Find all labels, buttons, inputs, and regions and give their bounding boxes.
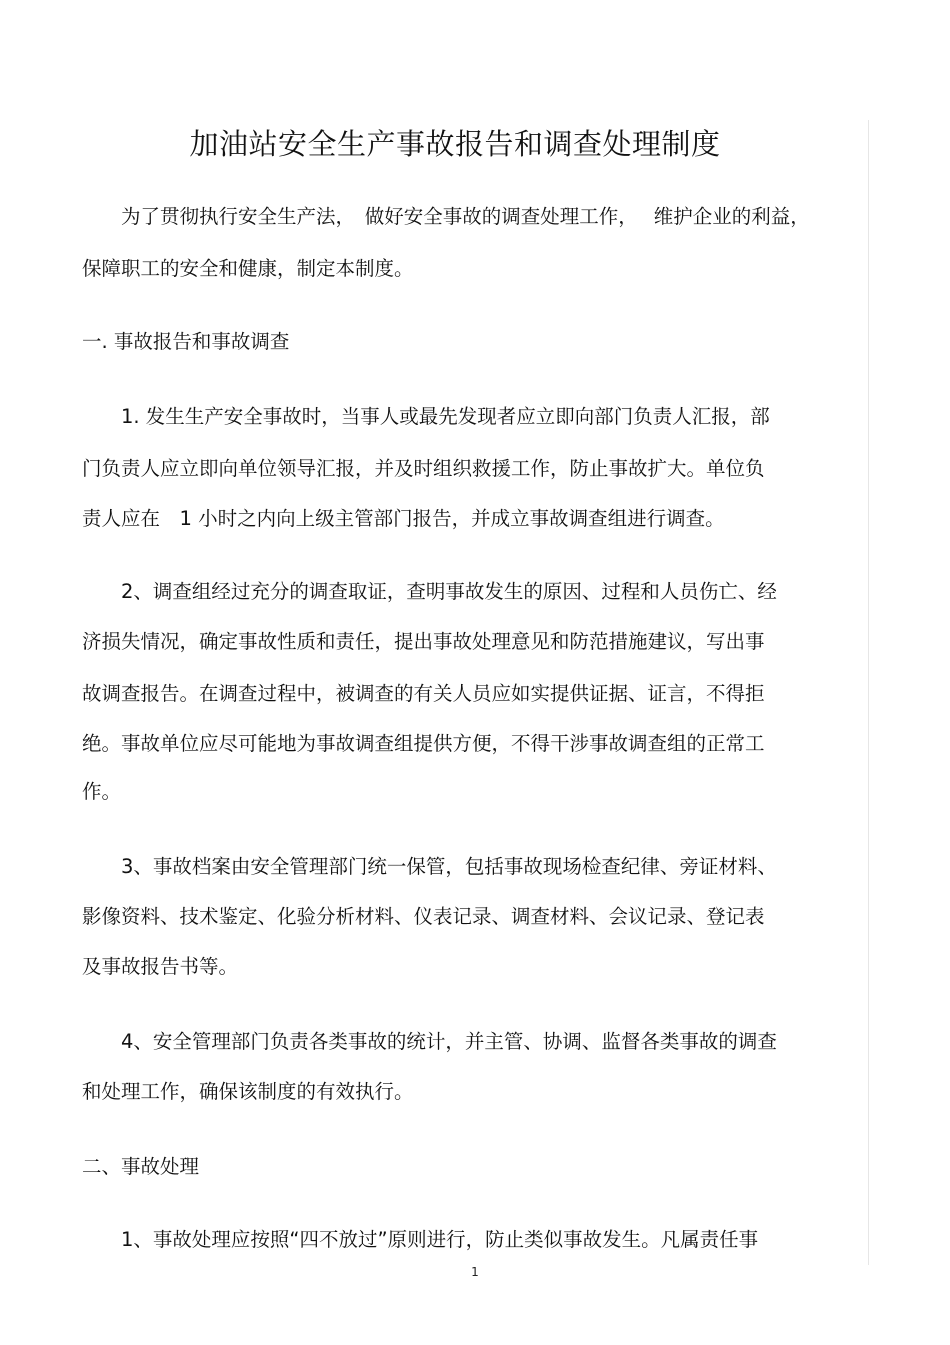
section-heading: 二、事故处理 xyxy=(82,1155,200,1178)
section-heading: 一. 事故报告和事故调查 xyxy=(82,330,290,353)
body-line: 1、事故处理应按照“四不放过”原则进行，防止类似事故发生。凡属责任事 xyxy=(82,1228,759,1251)
body-line: 和处理工作，确保该制度的有效执行。 xyxy=(82,1080,414,1103)
body-line: 责人应在 1 小时之内向上级主管部门报告，并成立事故调查组进行调查。 xyxy=(82,507,725,530)
page-number: 1 xyxy=(471,1265,479,1279)
body-line: 故调查报告。在调查过程中，被调查的有关人员应如实提供证据、证言，不得拒 xyxy=(82,682,765,705)
body-line: 3、事故档案由安全管理部门统一保管，包括事故现场检查纪律、旁证材料、 xyxy=(82,855,777,878)
page-edge-line xyxy=(868,120,869,1265)
body-line: 影像资料、技术鉴定、化验分析材料、仪表记录、调查材料、会议记录、登记表 xyxy=(82,905,765,928)
body-line: 为了贯彻执行安全生产法， 做好安全事故的调查处理工作， 维护企业的利益， xyxy=(82,205,810,228)
body-line: 保障职工的安全和健康，制定本制度。 xyxy=(82,257,414,280)
body-line: 绝。事故单位应尽可能地为事故调查组提供方便，不得干涉事故调查组的正常工 xyxy=(82,732,765,755)
body-line: 1. 发生生产安全事故时，当事人或最先发现者应立即向部门负责人汇报，部 xyxy=(82,405,770,428)
document-title: 加油站安全生产事故报告和调查处理制度 xyxy=(189,127,721,161)
body-line: 4、安全管理部门负责各类事故的统计，并主管、协调、监督各类事故的调查 xyxy=(82,1030,777,1053)
body-line: 济损失情况，确定事故性质和责任，提出事故处理意见和防范措施建议，写出事 xyxy=(82,630,765,653)
body-line: 门负责人应立即向单位领导汇报，并及时组织救援工作，防止事故扩大。单位负 xyxy=(82,457,765,480)
body-line: 及事故报告书等。 xyxy=(82,955,239,978)
body-line: 2、调查组经过充分的调查取证，查明事故发生的原因、过程和人员伤亡、经 xyxy=(82,580,777,603)
body-line: 作。 xyxy=(82,780,122,803)
